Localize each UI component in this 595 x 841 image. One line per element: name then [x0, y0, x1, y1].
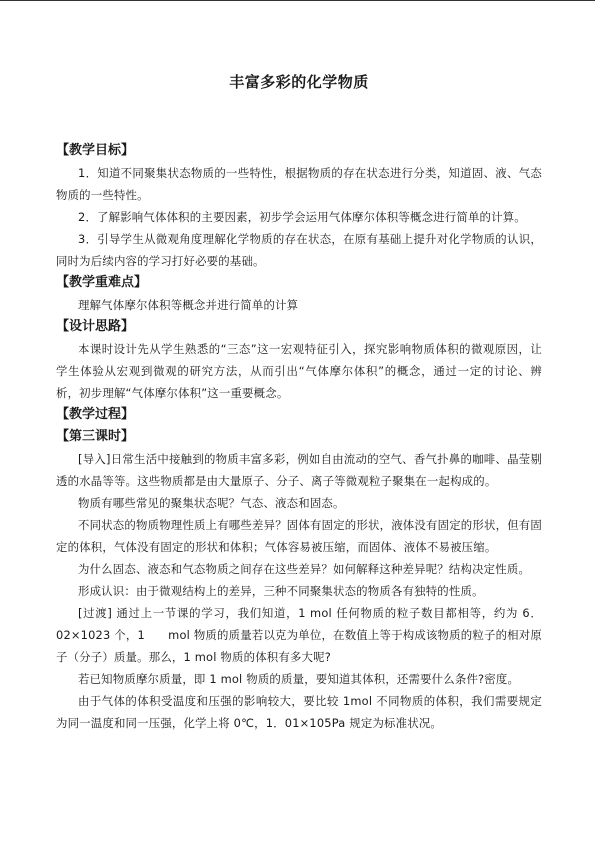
paragraph: [导入]日常生活中接触到的物质丰富多彩，例如自由流动的空气、香气扑鼻的咖啡、晶莹剔透的水晶等等。这些物质都是由大量原子、分子、离子等微观粒子聚集在一起构成的。: [56, 452, 542, 488]
paragraph: [过渡] 通过上一节课的学习，我们知道，1 mol 任何物质的粒子数目都相等，约为 6．02×1023 个，1 mol 物质的质量若以克为单位，在数值上等于构成该物质的粒子的相对原子（分子）质量。那么，1 mol 物质的体积有多大呢?: [56, 606, 542, 664]
section-third-lesson: [56, 426, 542, 734]
paragraph: 2．了解影响气体体积的主要因素，初步学会运用气体摩尔体积等概念进行简单的计算。: [78, 210, 526, 224]
section-heading: 【教学目标】: [56, 143, 135, 158]
header-rule: [0, 0, 595, 1]
paragraph: 形成认识：由于微观结构上的差异，三种不同聚集状态的物质各有独特的性质。: [78, 584, 484, 598]
paragraph: 本课时设计先从学生熟悉的“三态”这一宏观特征引入，探究影响物质体积的微观原因，让学生体验从宏观到微观的研究方法，从而引出“气体摩尔体积”的概念，通过一定的讨论、辨析，初步理解“气体摩尔体积”这一重要概念。: [56, 342, 542, 400]
document-title: 丰富多彩的化学物质: [229, 73, 369, 91]
section-heading: 【设计思路】: [56, 319, 135, 334]
section-teaching-process: [56, 404, 542, 426]
section-heading: 【教学过程】: [56, 407, 135, 422]
document-page: [56, 72, 542, 734]
section-key-points: [56, 272, 542, 316]
section-design-idea: [56, 316, 542, 404]
section-heading: 【教学重难点】: [56, 275, 148, 290]
paragraph: 不同状态的物质物理性质上有哪些差异？固体有固定的形状，液体没有固定的形状，但有固定的体积，气体没有固定的形状和体积；气体容易被压缩，而固体、液体不易被压缩。: [56, 518, 542, 554]
paragraph: 若已知物质摩尔质量，即 1 mol 物质的质量，要知道其体积，还需要什么条件?密度。: [78, 672, 520, 686]
paragraph: 理解气体摩尔体积等概念并进行简单的计算: [78, 298, 299, 312]
section-heading: 【第三课时】: [56, 429, 135, 444]
paragraph: 1．知道不同聚集状态物质的一些特性，根据物质的存在状态进行分类，知道固、液、气态物质的一些特性。: [56, 166, 542, 202]
section-teaching-goals: [56, 140, 542, 272]
paragraph: 3．引导学生从微观角度理解化学物质的存在状态，在原有基础上提升对化学物质的认识，同时为后续内容的学习打好必要的基础。: [56, 232, 542, 268]
paragraph: 为什么固态、液态和气态物质之间存在这些差异？如何解释这种差异呢？结构决定性质。: [78, 562, 531, 576]
paragraph: 物质有哪些常见的聚集状态呢？气态、液态和固态。: [78, 496, 345, 510]
paragraph: 由于气体的体积受温度和压强的影响较大，要比较 1mol 不同物质的体积，我们需要规定为同一温度和同一压强，化学上将 0℃，1．01×105Pa 规定为标准状况。: [56, 694, 542, 730]
